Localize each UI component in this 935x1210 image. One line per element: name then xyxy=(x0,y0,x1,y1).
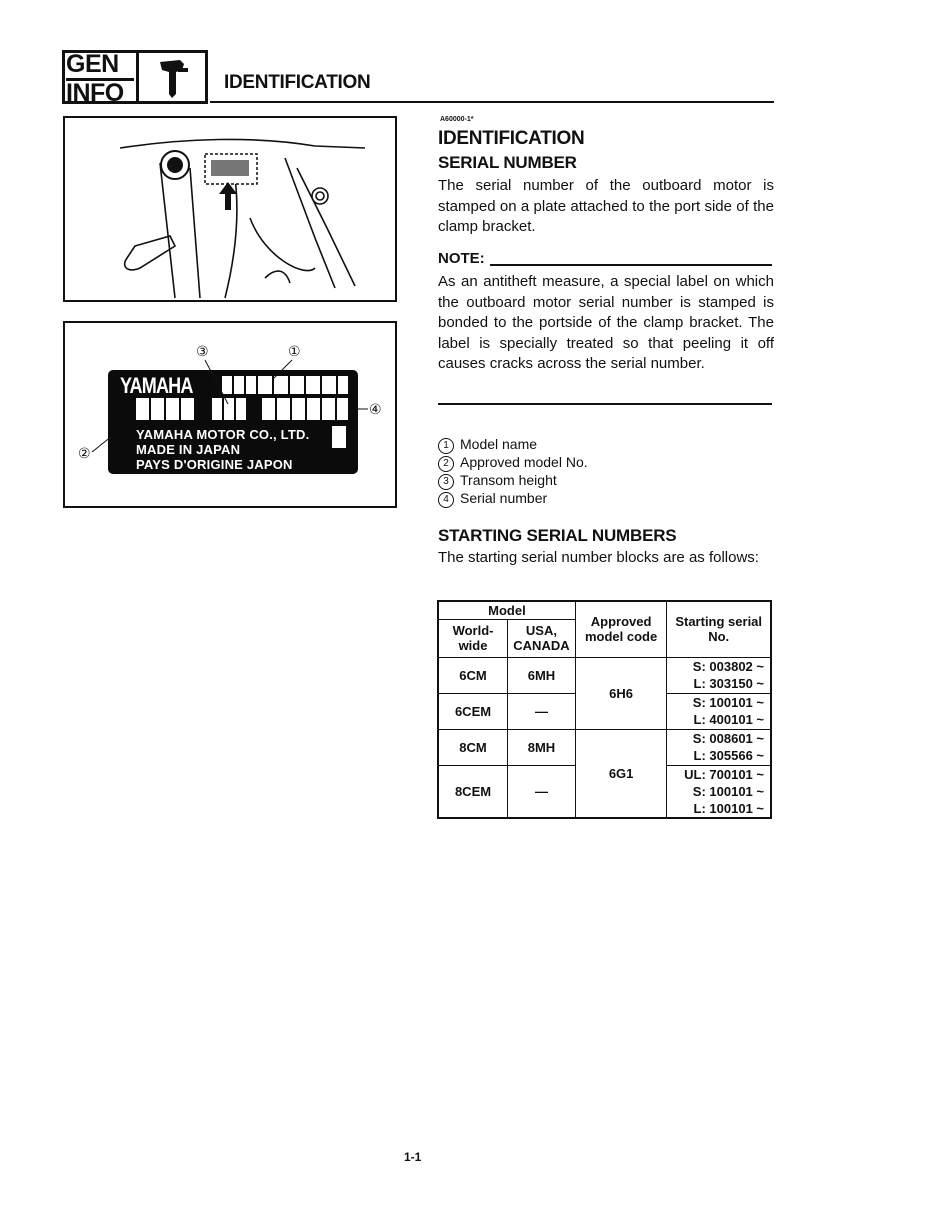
callout-2: ② xyxy=(78,445,91,461)
page-section-title: IDENTIFICATION xyxy=(224,72,371,93)
section-code-gen: GEN xyxy=(66,52,134,81)
note-end-rule xyxy=(438,403,772,405)
doc-code: A60000-1* xyxy=(440,116,474,123)
label-line-origin: MADE IN JAPAN xyxy=(136,442,241,457)
table-row: 6CM 6MH 6H6 S: 003802 ~ L: 303150 ~ xyxy=(438,657,771,693)
callout-3: ③ xyxy=(196,343,209,359)
page-number: 1-1 xyxy=(404,1150,422,1164)
col-header-code: Approved model code xyxy=(575,601,667,657)
label-brand: YAMAHA xyxy=(120,373,193,398)
approved-code-cell: 6H6 xyxy=(575,657,667,729)
approved-code-cell: 6G1 xyxy=(575,729,667,818)
table-row: 6CEM — S: 100101 ~ L: 400101 ~ xyxy=(438,693,771,729)
callout-1: ① xyxy=(288,343,301,359)
col-header-usa: USA, CANADA xyxy=(508,619,576,657)
legend-item: 1 Model name xyxy=(438,436,588,454)
heading-identification: IDENTIFICATION xyxy=(438,128,585,149)
col-header-model: Model xyxy=(438,601,575,619)
legend-item: 3 Transom height xyxy=(438,472,588,490)
legend-item: 4 Serial number xyxy=(438,490,588,508)
callout-4: ④ xyxy=(369,401,382,417)
heading-starting-serial: STARTING SERIAL NUMBERS xyxy=(438,526,677,545)
legend-item: 2 Approved model No. xyxy=(438,454,588,472)
section-code-info: INFO xyxy=(66,79,124,107)
note-label: NOTE: xyxy=(438,250,485,267)
starting-serial-text: The starting serial number blocks are as follows: xyxy=(438,549,759,566)
label-line-maker: YAMAHA MOTOR CO., LTD. xyxy=(136,427,310,442)
figure-legend xyxy=(438,436,588,508)
table-row: 8CM 8MH 6G1 S: 008601 ~ L: 305566 ~ xyxy=(438,729,771,765)
label-line-origin-fr: PAYS D'ORIGINE JAPON xyxy=(136,457,293,472)
serial-number-text: The serial number of the outboard motor is stamped on a plate attached to the port side of the clamp bracket. xyxy=(438,177,774,235)
note-rule xyxy=(490,264,772,266)
col-header-worldwide: World-wide xyxy=(438,619,508,657)
heading-serial-number: SERIAL NUMBER xyxy=(438,153,577,172)
note-text: As an antitheft measure, a special label on which the outboard motor serial number is stamped is bonded to the portside of the clamp bracket. The label is specially treated so that peeling it off causes cracks across the serial number. xyxy=(438,273,774,372)
col-header-serial: Starting serial No. xyxy=(667,601,771,657)
starting-serial-table xyxy=(437,600,772,819)
table-row: 8CEM — UL: 700101 ~ S: 100101 ~ L: 100101 ~ xyxy=(438,765,771,818)
